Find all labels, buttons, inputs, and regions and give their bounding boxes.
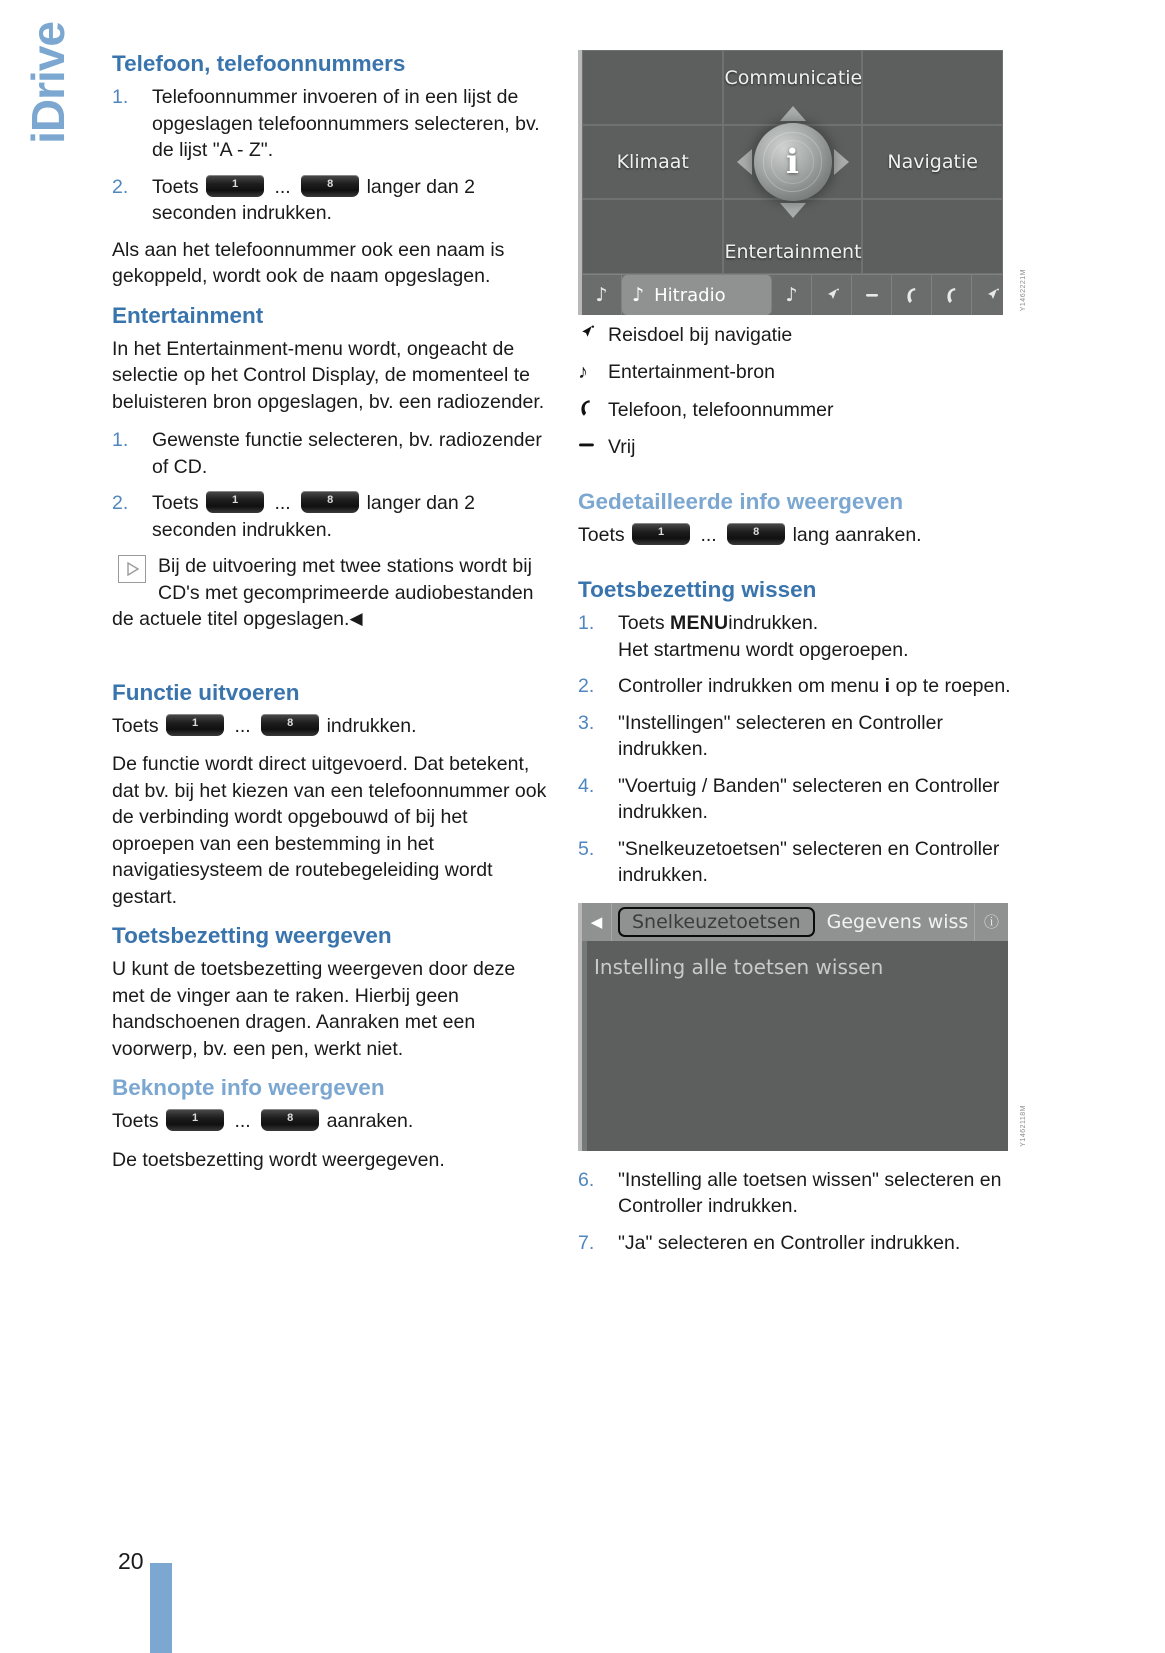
menu-label-klimaat: Klimaat (616, 150, 689, 173)
numeric-key-1-digit: 1 (191, 716, 199, 729)
legend-label: Telefoon, telefoonnummer (608, 398, 834, 421)
ellipsis: ... (700, 523, 717, 546)
phone-steps-list (112, 84, 552, 227)
info-symbol: i (786, 142, 799, 182)
settings-tabbar (582, 903, 1008, 941)
taskbar-item-navigation-2[interactable] (972, 275, 1003, 315)
legend-label: Reisdoel bij navigatie (608, 324, 793, 346)
triangle-right-icon (118, 555, 146, 583)
numeric-key-1-icon (632, 523, 690, 545)
list-item-number: 5. (578, 837, 595, 860)
list-item-number: 7. (578, 1231, 595, 1254)
list-item (578, 1167, 1023, 1220)
numeric-key-8-icon (727, 523, 785, 545)
list-item-number: 6. (578, 1168, 595, 1191)
ellipsis: ... (274, 492, 291, 515)
execute-key-after: indrukken. (326, 714, 417, 737)
menu-cell-klimaat[interactable] (582, 125, 723, 199)
list-item-text: "Instelling alle toetsen wissen" selecteren en Controller indrukken. (618, 1168, 1002, 1218)
list-item (578, 710, 1023, 763)
detailed-info-key-line (578, 522, 1023, 549)
menu-label-communicatie: Communicatie (724, 67, 863, 89)
page-number: 20 (118, 1548, 144, 1574)
chapter-side-tab-label: iDrive (22, 22, 74, 144)
list-item (578, 773, 1023, 826)
execute-key-line (112, 713, 552, 740)
detailed-key-after: lang aanraken. (792, 523, 922, 546)
numeric-key-8-icon (261, 1109, 319, 1131)
idrive-settings-screen (578, 903, 1008, 1151)
figure-caption-code: Y1462221M (1020, 268, 1027, 311)
info-symbol-inline: i (884, 675, 891, 698)
numeric-key-8-digit: 8 (753, 525, 760, 538)
entertainment-intro: In het Entertainment-menu wordt, ongeacht de selectie op het Control Display, de momenteel te beluisteren bron opgeslagen, bv. een radiozender. (112, 337, 545, 413)
menu-button-label: MENU (670, 612, 729, 635)
taskbar-item-navigation-1[interactable] (812, 275, 852, 315)
step1-before: Toets (618, 612, 665, 635)
menu-label-entertainment: Entertainment (724, 240, 862, 263)
figure-idrive-main-menu (578, 50, 1027, 315)
navigation-destination-icon (824, 287, 840, 303)
list-item (578, 435, 1023, 459)
taskbar-item-phone-2[interactable] (932, 275, 972, 315)
list-item-text-after: langer dan 2 seconden indrukken. (152, 492, 475, 541)
navigation-destination-icon (578, 323, 604, 348)
ellipsis: ... (274, 175, 291, 198)
taskbar-item-free[interactable] (852, 275, 892, 315)
list-item-number: 1. (112, 429, 129, 452)
list-item-text: Telefoonnummer invoeren of in een lijst de opgeslagen telefoonnummers selecteren, bv. de lijst "A - Z". (152, 86, 540, 162)
taskbar-item-hitradio[interactable] (622, 275, 772, 315)
list-item-text: Gewenste functie selecteren, bv. radiozender of CD. (152, 429, 542, 478)
numeric-key-8-digit: 8 (327, 494, 334, 507)
taskbar-item-phone-1[interactable] (892, 275, 932, 315)
brief-info-key-line (112, 1108, 552, 1135)
phone-handset-icon (578, 398, 604, 424)
heading-toetsbezetting-weergeven: Toetsbezetting weergeven (112, 923, 392, 949)
list-item-text: "Instellingen" selecteren en Controller indrukken. (618, 711, 943, 761)
arrow-down-icon (780, 203, 806, 218)
execute-body: De functie wordt direct uitgevoerd. Dat betekent, dat bv. bij het kiezen van een telefoonnummer ook de verbinding wordt opgebouwd of bij het oproepen van een bestemming in het navigatiesysteem de routebegeleiding wordt gestart. (112, 753, 547, 908)
numeric-key-8-digit: 8 (287, 716, 294, 729)
settings-scrollbar[interactable] (582, 941, 587, 1151)
list-item (112, 174, 552, 227)
step2-before: Controller indrukken om menu (618, 675, 880, 698)
list-item (578, 323, 1023, 347)
legend-label: Vrij (608, 436, 636, 459)
heading-telefoon-telefoonnummers: Telefoon, telefoonnummers (112, 51, 406, 76)
list-item-text: "Ja" selecteren en Controller indrukken. (618, 1231, 961, 1254)
taskbar-item-music-1[interactable]: ♪ (582, 275, 622, 315)
settings-row-instelling-alle-toetsen-wissen[interactable]: Instelling alle toetsen wissen (594, 954, 884, 979)
list-item-text-after: langer dan 2 seconden indrukken. (152, 175, 475, 225)
numeric-key-1-icon (166, 714, 224, 736)
menu-cell-navigatie[interactable] (862, 125, 1003, 199)
list-item (578, 360, 1023, 384)
detailed-key-before: Toets (578, 523, 625, 546)
taskbar-item-music-2[interactable]: ♪ (772, 275, 812, 315)
heading-functie-uitvoeren: Functie uitvoeren (112, 679, 300, 705)
phone-note-paragraph: Als aan het telefoonnummer ook een naam is gekoppeld, wordt ook de naam opgeslagen. (112, 238, 505, 288)
numeric-key-1-digit: 1 (657, 525, 665, 538)
controller-hub[interactable] (739, 108, 847, 216)
phone-handset-icon (944, 286, 960, 304)
step1-after: indrukken. (728, 612, 819, 635)
list-item-text: "Voertuig / Banden" selecteren en Controller indrukken. (618, 774, 1000, 824)
list-item-text: "Snelkeuzetoetsen" selecteren en Controller indrukken. (618, 837, 1000, 887)
callout-end-marker: ◀ (349, 609, 363, 629)
numeric-key-1-icon (206, 491, 264, 513)
numeric-key-8-icon (301, 491, 359, 513)
navigation-destination-icon (984, 287, 1000, 303)
clear-assignment-steps-list (578, 610, 1023, 889)
numeric-key-1-digit: 1 (231, 494, 239, 507)
taskbar-item-hitradio-label: Hitradio (654, 284, 726, 306)
execute-key-before: Toets (112, 714, 159, 737)
menu-cell-bottom-right (862, 199, 1003, 274)
list-item (578, 836, 1023, 889)
menu-cell-top-right (862, 50, 1003, 125)
figure-caption-code: Y1462118M (1020, 1104, 1027, 1147)
info-circle-icon[interactable]: ⓘ (974, 903, 1008, 941)
brief-info-body: De toetsbezetting wordt weergegeven. (112, 1148, 445, 1171)
entertainment-steps-list (112, 427, 552, 543)
list-item (578, 398, 1023, 422)
list-item-number: 2. (112, 175, 129, 198)
numeric-key-1-icon (206, 175, 264, 197)
list-item (112, 427, 552, 480)
list-item (578, 673, 1023, 700)
entertainment-callout-text: Bij de uitvoering met twee stations wordt bij CD's met gecomprimeerde audiobestanden de actuele titel opgeslagen. (112, 555, 534, 631)
left-column (112, 50, 552, 1185)
heading-gedetailleerde-info-weergeven: Gedetailleerde info weergeven (578, 488, 904, 514)
arrow-up-icon (780, 106, 806, 121)
ellipsis: ... (234, 1110, 251, 1133)
legend-label: Entertainment-bron (608, 361, 775, 384)
symbol-legend-list (578, 323, 1023, 460)
back-arrow-icon[interactable]: ◀ (582, 903, 612, 941)
numeric-key-1-digit: 1 (231, 177, 239, 190)
heading-toetsbezetting-wissen: Toetsbezetting wissen (578, 577, 817, 603)
menu-label-navigatie: Navigatie (887, 150, 978, 173)
list-item (578, 1230, 1023, 1257)
tab-snelkeuzetoetsen[interactable]: Snelkeuzetoetsen (618, 907, 815, 937)
step1-sub: Het startmenu wordt opgeroepen. (618, 638, 909, 661)
menu-cell-bottom-left (582, 199, 723, 274)
brief-key-before: Toets (112, 1110, 159, 1133)
figure-idrive-settings (578, 903, 1027, 1151)
dash-free-icon (863, 287, 881, 303)
ellipsis: ... (234, 714, 251, 737)
list-item-text-before: Toets (152, 175, 199, 198)
list-item-number: 2. (112, 492, 129, 515)
idrive-main-menu-screen (578, 50, 1003, 315)
heading-beknopte-info-weergeven: Beknopte info weergeven (112, 1075, 385, 1101)
numeric-key-8-digit: 8 (287, 1112, 294, 1125)
numeric-key-1-icon (166, 1109, 224, 1131)
chapter-side-tab (0, 0, 96, 300)
step2-after: op te roepen. (895, 675, 1011, 698)
dash-free-icon (578, 435, 604, 460)
music-note-icon: ♪ (632, 284, 645, 306)
numeric-key-8-digit: 8 (327, 177, 334, 190)
heading-entertainment: Entertainment (112, 302, 264, 328)
footer-accent-bar (150, 1563, 172, 1653)
list-item-number: 4. (578, 774, 595, 797)
list-item (578, 610, 1023, 663)
idrive-taskbar (582, 274, 1003, 315)
list-item-number: 1. (578, 612, 595, 635)
phone-handset-icon (904, 286, 920, 304)
tab-gegevens-wissen[interactable]: Gegevens wiss (826, 910, 969, 933)
list-item (112, 84, 552, 164)
clear-assignment-steps-list-cont (578, 1167, 1023, 1257)
list-item-text-before: Toets (152, 492, 199, 515)
numeric-key-8-icon (301, 175, 359, 197)
list-item-number: 2. (578, 675, 595, 698)
numeric-key-8-icon (261, 714, 319, 736)
numeric-key-1-digit: 1 (191, 1112, 199, 1125)
list-item-number: 1. (112, 86, 129, 108)
list-item-number: 3. (578, 711, 595, 734)
list-item (112, 490, 552, 543)
right-column (578, 50, 1027, 1266)
brief-key-after: aanraken. (326, 1110, 414, 1133)
music-note-icon: ♪ (578, 361, 588, 384)
show-assignment-body: U kunt de toetsbezetting weergeven door deze met de vinger aan te raken. Hierbij geen handschoenen dragen. Aanraken met een voorwerp, bv. een pen, werkt niet. (112, 958, 516, 1060)
entertainment-callout (112, 553, 552, 633)
menu-cell-top-left (582, 50, 723, 125)
